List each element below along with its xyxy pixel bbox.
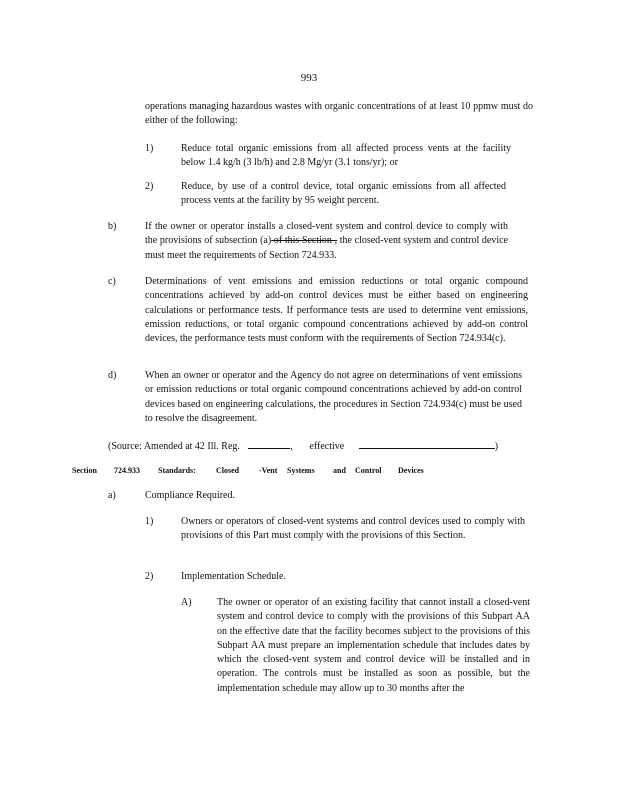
sub-a-2-A-label: A)	[181, 597, 192, 608]
item-1-label: 1)	[145, 143, 154, 154]
heading-closed: Closed	[216, 466, 240, 475]
page-number: 993	[300, 72, 318, 84]
sub-a-1-paragraph	[181, 515, 525, 544]
source-note-effective: effective	[309, 441, 345, 452]
sub-a-2-paragraph	[181, 570, 481, 584]
sub-a-label: a)	[108, 490, 116, 501]
item-d-paragraph	[145, 369, 522, 426]
register-blank-line	[248, 438, 290, 449]
item-b-text-after: the closed-vent system and control device must meet the requirements of Section 724.933.	[145, 235, 508, 261]
heading-vent: -Vent	[259, 466, 278, 475]
item-b-paragraph	[145, 220, 508, 263]
heading-section-number: 724.933	[114, 466, 140, 475]
item-b-text-before: If the owner or operator installs a closed-vent system and control device to comply with the provisions of subsection (a)	[145, 221, 508, 247]
item-d-label: d)	[108, 370, 117, 381]
heading-standards: Standards:	[158, 466, 196, 475]
heading-section-word: Section	[72, 466, 97, 475]
heading-devices: Devices	[398, 466, 424, 475]
source-note	[108, 438, 498, 452]
heading-and: and	[333, 466, 346, 475]
item-b-struck-text: of this Section ,	[271, 235, 338, 247]
item-c-label: c)	[108, 276, 116, 287]
sub-a-text: Compliance Required.	[145, 490, 235, 501]
item-d-text: When an owner or operator and the Agency do not agree on determinations of vent emissions or emission reductions or total organic compound concentrations achieved by add-on control devices based on engineering calculations, the procedures in Section 724.934(c) must be used to resolve the disagreement.	[145, 370, 522, 424]
item-2-paragraph	[181, 180, 506, 209]
sub-a-2-A-text: The owner or operator of an existing facility that cannot install a closed-vent system and control device to comply with the provisions of this Subpart AA on the effective date that the facility becomes subject to the provisions of this Subpart AA must prepare an implementation schedule that includes dates by which the closed-vent system and control device will be installed and in operation. The controls must be installed as soon as possible, but the implementation schedule may allow up to 30 months after the	[217, 597, 530, 694]
item-b-label: b)	[108, 221, 117, 232]
sub-a-2-text: Implementation Schedule.	[181, 571, 286, 582]
sub-a-1-label: 1)	[145, 516, 154, 527]
effective-date-blank-line	[359, 438, 495, 449]
item-2-text: Reduce, by use of a control device, total organic emissions from all affected process vents at the facility by 95 weight percent.	[181, 181, 506, 207]
item-c-paragraph	[145, 275, 528, 346]
sub-a-paragraph	[145, 489, 475, 503]
intro-text: operations managing hazardous wastes with organic concentrations of at least 10 ppmw must do either of the following:	[145, 101, 533, 127]
item-b-text	[145, 220, 508, 263]
item-c-text: Determinations of vent emissions and emission reductions or total organic compound concentrations achieved by add-on control devices must be either based on engineering calculations or performance tests. If performance tests are used to determine vent emissions, emission reductions, or total organic compound concentrations achieved by add-on control devices, the performance tests must conform with the requirements of Section 724.934(c).	[145, 276, 528, 345]
item-2-label: 2)	[145, 181, 154, 192]
heading-control: Control	[355, 466, 382, 475]
intro-paragraph	[145, 100, 533, 129]
source-note-prefix: (Source: Amended at 42 Ill. Reg.	[108, 441, 240, 452]
sub-a-2-label: 2)	[145, 571, 154, 582]
source-note-close: )	[494, 441, 499, 452]
source-note-comma: ,	[290, 441, 293, 452]
sub-a-1-text: Owners or operators of closed-vent systems and control devices used to comply with provisions of this Part must comply with the provisions of this Section.	[181, 516, 525, 542]
heading-systems: Systems	[287, 466, 315, 475]
item-1-paragraph	[181, 142, 511, 171]
sub-a-2-A-paragraph	[217, 596, 530, 696]
item-1-text: Reduce total organic emissions from all affected process vents at the facility below 1.4 kg/h (3 lb/h) and 2.8 Mg/yr (3.1 tons/yr); or	[181, 143, 511, 169]
